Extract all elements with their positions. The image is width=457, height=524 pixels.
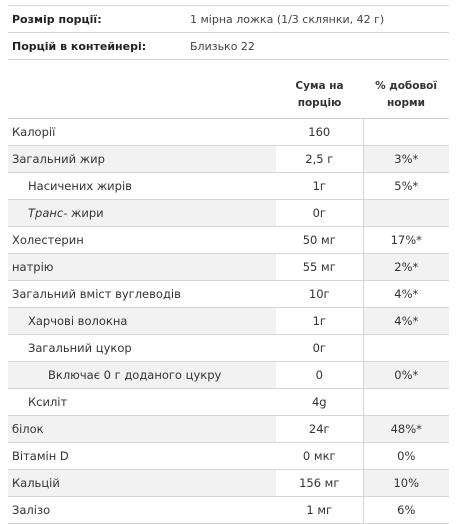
daily-header-line1: % добової [375,80,437,92]
table-row [8,227,449,254]
nutrient-name: натрію [8,254,276,281]
nutrient-amount: 0г [276,335,363,362]
table-row [8,254,449,281]
nutrient-name: Залізо [8,497,276,524]
nutrient-name: Загальний вміст вуглеводів [8,281,276,308]
nutrient-column-header [8,72,276,119]
table-row [8,362,449,389]
table-row [8,119,449,146]
serving-size-label: Розмір порції: [8,6,186,33]
nutrient-name: Калорії [8,119,276,146]
table-row [8,443,449,470]
nutrient-daily-value: 0%* [363,362,449,389]
table-header-row [8,72,449,119]
nutrient-name: Загальний цукор [8,335,276,362]
nutrient-name: Вітамін D [8,443,276,470]
nutrient-amount: 4g [276,389,363,416]
table-row [8,173,449,200]
nutrient-daily-value: 2%* [363,254,449,281]
servings-per-container-row [8,33,449,60]
nutrient-daily-value: 4%* [363,308,449,335]
nutrient-amount: 0 [276,362,363,389]
nutrient-daily-value [363,335,449,362]
nutrient-amount: 2,5 г [276,146,363,173]
serving-info-table [8,5,449,60]
nutrient-name: білок [8,416,276,443]
daily-value-column-header [363,72,449,119]
serving-size-row [8,6,449,33]
nutrient-amount: 160 [276,119,363,146]
daily-header-line2: норми [387,97,425,109]
table-row [8,281,449,308]
nutrition-facts-table [8,72,449,524]
nutrient-amount: 24г [276,416,363,443]
nutrient-daily-value: 10% [363,470,449,497]
trans-italic-prefix: Транс- [28,206,68,220]
serving-size-value: 1 мірна ложка (1/3 склянки, 42 г) [186,6,449,33]
nutrient-daily-value [363,119,449,146]
nutrient-name: Кальцій [8,470,276,497]
table-row [8,200,449,227]
nutrient-amount: 55 мг [276,254,363,281]
table-row [8,308,449,335]
nutrient-name: Харчові волокна [8,308,276,335]
nutrient-daily-value: 6% [363,497,449,524]
servings-per-container-value: Близько 22 [186,33,449,60]
nutrient-daily-value: 5%* [363,173,449,200]
amount-header-line1: Сума на [295,80,344,92]
nutrient-daily-value: 0% [363,443,449,470]
nutrient-amount: 1г [276,173,363,200]
table-row [8,389,449,416]
table-row [8,146,449,173]
nutrient-daily-value [363,200,449,227]
amount-header-line2: порцію [297,97,342,109]
nutrient-daily-value: 3%* [363,146,449,173]
nutrient-name: Насичених жирів [8,173,276,200]
nutrient-amount: 10г [276,281,363,308]
table-row [8,335,449,362]
nutrient-name: Ксиліт [8,389,276,416]
table-row [8,470,449,497]
nutrient-amount: 50 мг [276,227,363,254]
nutrient-name: Холестерин [8,227,276,254]
nutrient-amount: 0г [276,200,363,227]
nutrient-name: Включає 0 г доданого цукру [8,362,276,389]
nutrient-amount: 1г [276,308,363,335]
table-row [8,497,449,524]
nutrient-daily-value: 17%* [363,227,449,254]
nutrient-daily-value: 4%* [363,281,449,308]
nutrient-daily-value [363,389,449,416]
nutrient-daily-value: 48%* [363,416,449,443]
trans-fat-suffix: жири [67,206,104,220]
table-row [8,416,449,443]
nutrient-amount: 1 мг [276,497,363,524]
nutrient-name [8,200,276,227]
nutrient-amount: 0 мкг [276,443,363,470]
nutrient-name: Загальний жир [8,146,276,173]
amount-column-header [276,72,363,119]
servings-per-container-label: Порцій в контейнері: [8,33,186,60]
nutrient-amount: 156 мг [276,470,363,497]
